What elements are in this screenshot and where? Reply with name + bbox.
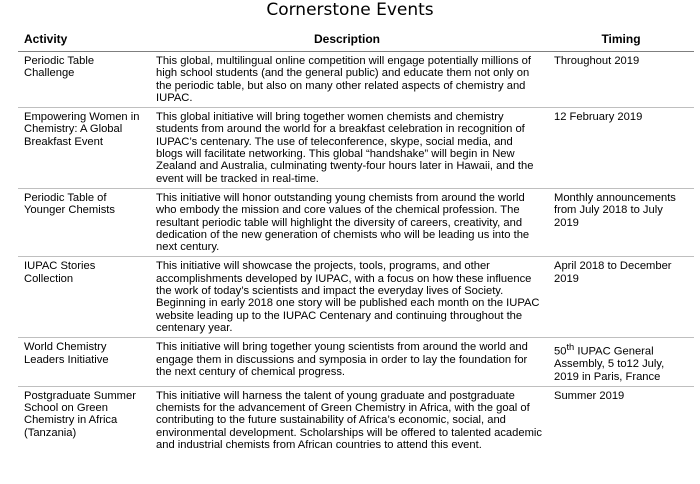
description-cell: This initiative will harness the talent of young graduate and postgraduate chemists for the advancement of Green Chemistry in Africa, with the goal of contributing to the future sustainability of Africa’s economic, social, and environmental development. Scholarships will be offered to talented academic and industrial chemists from African countries to attend this event.	[156, 389, 542, 452]
page-title: Cornerstone Events	[266, 0, 434, 20]
timing-superscript: th	[566, 342, 575, 353]
activity-cell: World Chemistry Leaders Initiative	[18, 338, 146, 387]
timing-text-rest: IUPAC General Assembly, 5 to12 July, 2019 in Paris, France	[554, 345, 665, 383]
timing-cell	[548, 257, 694, 338]
table-row	[18, 386, 694, 454]
column-header-description: Description	[146, 26, 548, 52]
table-row	[18, 257, 694, 338]
timing-text: Summer 2019	[554, 389, 625, 402]
timing-text: April 2018 to December 2019	[554, 260, 672, 285]
activity-cell: Empowering Women in Chemistry: A Global Breakfast Event	[18, 108, 146, 189]
activity-cell: Periodic Table of Younger Chemists	[18, 188, 146, 256]
timing-text: Throughout 2019	[554, 55, 640, 67]
events-table	[18, 26, 694, 454]
table-row	[18, 52, 694, 108]
description-cell: This global, multilingual online competition will engage potentially millions of high school students (and the general public) and educate them not only on the periodic table, but also on many other related aspects of chemistry and IUPAC.	[146, 52, 548, 108]
activity-cell: Periodic Table Challenge	[18, 52, 146, 108]
timing-text: Monthly announcements from July 2018 to July 2019	[554, 191, 676, 229]
description-cell: This initiative will honor outstanding young chemists from around the world who embody the mission and core values of the chemical profession. The resultant periodic table will highlight the diversity of careers, creativity, and dedication of the new generation of chemists who will be leading us into the next century.	[146, 188, 548, 256]
column-header-activity: Activity	[18, 26, 146, 52]
table-row	[18, 188, 694, 256]
activity-cell: IUPAC Stories Collection	[18, 257, 146, 338]
timing-text: 12 February 2019	[554, 111, 643, 124]
timing-cell	[548, 338, 694, 387]
timing-text: 50	[554, 345, 567, 358]
table-row	[18, 338, 694, 387]
timing-cell	[548, 108, 694, 189]
activity-cell: Postgraduate Summer School on Green Chemistry in Africa (Tanzania)	[24, 389, 136, 439]
description-cell: This global initiative will bring together women chemists and chemistry students from around the world for a breakfast celebration in recognition of IUPAC’s centenary. The use of teleconference, skype, social media, and blogs will facilitate networking. This global “handshake” will begin in New Zealand and Australia, culminating twenty-four hours later in Hawaii, and the event will be tracked in real-time.	[146, 108, 548, 189]
description-cell: This initiative will showcase the projects, tools, programs, and other accomplishments developed by IUPAC, with a focus on how these influence the work of today’s scientists and impact the everyday lives of Society. Beginning in early 2018 one story will be published each month on the IUPAC website leading up to the IUPAC Centenary and continuing throughout the centenary year.	[146, 257, 548, 338]
description-cell: This initiative will bring together young scientists from around the world and engage them in discussions and symposia in order to lay the foundation for the next century of chemical progress.	[146, 338, 548, 387]
table-header-row	[18, 26, 694, 52]
column-header-timing: Timing	[548, 26, 694, 52]
table-row	[18, 108, 694, 189]
timing-cell	[548, 188, 694, 256]
timing-cell	[548, 386, 694, 454]
timing-cell	[548, 52, 694, 108]
